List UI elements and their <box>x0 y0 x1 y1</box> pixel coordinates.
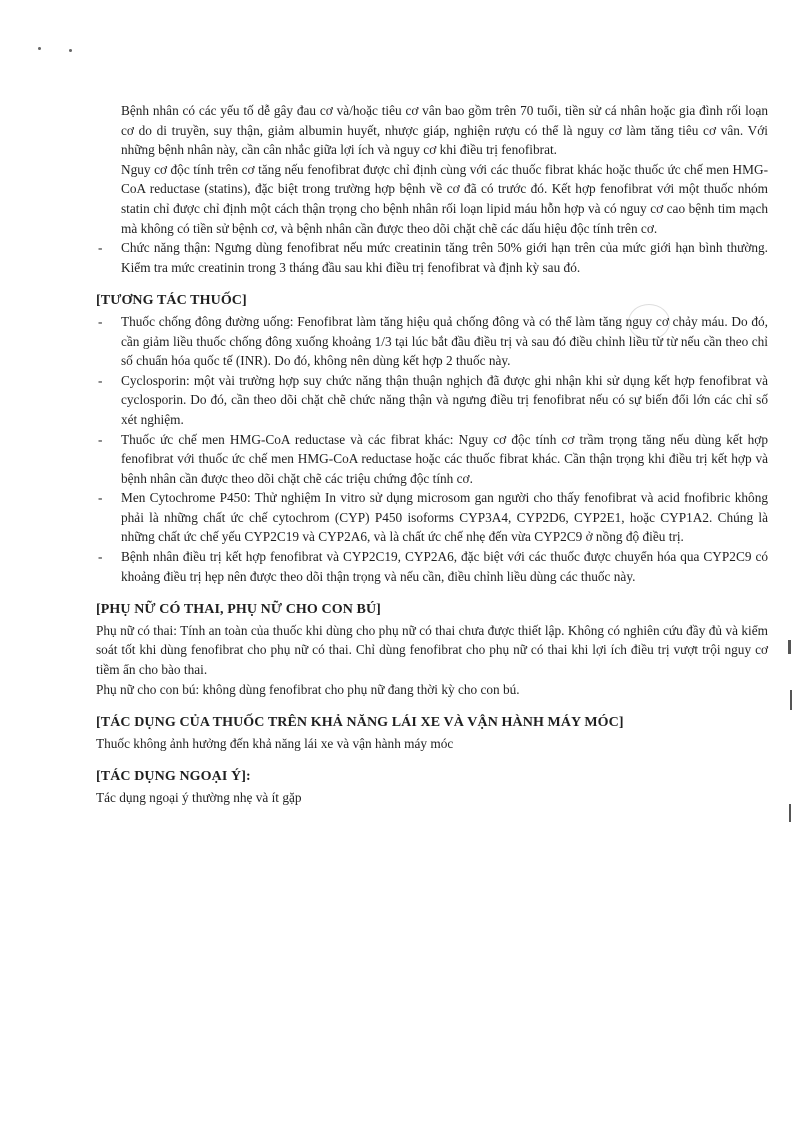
list-item <box>96 312 768 371</box>
document-body <box>96 101 768 808</box>
risk-factors-paragraph: Bệnh nhân có các yếu tố dễ gây đau cơ và/hoặc tiêu cơ vân bao gồm trên 70 tuổi, tiền sử cá nhân hoặc gia đình rối loạn cơ do di truyền, suy thận, giảm albumin huyết, nhược giáp, nghiện rượu có thể là nguy cơ làm tăng tiêu cơ vân. Với những bệnh nhân này, cần cân nhắc giữa lợi ích và nguy cơ khi điều trị fenofibrat. <box>121 103 768 158</box>
scan-speck <box>38 47 41 50</box>
list-dash: - <box>98 549 103 565</box>
muscle-toxicity-paragraph: Nguy cơ độc tính trên cơ tăng nếu fenofibrat được chỉ định cùng với các thuốc fibrat khác hoặc thuốc ức chế men HMG-CoA reductase (statins), đặc biệt trong trường hợp bệnh về cơ đã có trước đó. Kết hợp fenofibrat với một thuốc nhóm statin chỉ được chỉ định một cách thận trọng cho bệnh nhân rối loạn lipid máu hỗn hợp và có nguy cơ cao bệnh tim mạch mà không có tiền sử bệnh cơ, và bệnh nhân cần được theo dõi chặt chẽ các dấu hiệu độc tính trên cơ. <box>121 161 768 236</box>
section-heading-interactions: [TƯƠNG TÁC THUỐC] <box>96 293 247 309</box>
section-heading-driving: [TÁC DỤNG CỦA THUỐC TRÊN KHẢ NĂNG LÁI XE VÀ VẬN HÀNH MÁY MÓC] <box>96 715 624 731</box>
interaction-text: Thuốc ức chế men HMG-CoA reductase và các fibrat khác: Nguy cơ độc tính cơ trầm trọng tăng nếu dùng kết hợp fenofibrat với thuốc ức chế men HMG-CoA reductase hoặc các thuốc fibrat khác. Cần thận trọng khi điều trị kết hợp và bệnh nhân cần được theo dõi chặt chẽ các triệu chứng độc tính cơ. <box>121 431 768 486</box>
interaction-text: Men Cytochrome P450: Thử nghiệm In vitro sử dụng microsom gan người cho thấy fenofibrat và acid fnofibric không phải là những chất ức chế cytochrom (CYP) P450 isoforms CYP3A4, CYP2D6, CYP2E1, hoặc CYP1A2. Chúng là những chất ức chế yếu CYP2C19 và CYP2A6, và là chất ức chế nhẹ đến vừa CYP2C9 ở nồng độ điều trị. <box>121 490 768 545</box>
scan-edge-mark <box>790 690 792 710</box>
interaction-text: Cyclosporin: một vài trường hợp suy chức năng thận thuận nghịch đã được ghi nhận khi sử dụng kết hợp fenofibrat và cyclosporin. Do đó, cần theo dõi chặt chẽ chức năng thận và ngưng điều trị fenofibrat nếu có sự biến đổi lớn các chỉ số xét nghiệm. <box>121 372 768 427</box>
section-heading-pregnancy: [PHỤ NỮ CÓ THAI, PHỤ NỮ CHO CON BÚ] <box>96 602 381 618</box>
interaction-text: Bệnh nhân điều trị kết hợp fenofibrat và CYP2C19, CYP2A6, đặc biệt với các thuốc được chuyển hóa qua CYP2C9 có khoảng điều trị hẹp nên được theo dõi thận trọng và nếu cần, điều chỉnh liều dùng các thuốc này. <box>121 549 768 584</box>
scan-speck <box>69 49 72 52</box>
pregnancy-text: Phụ nữ có thai: Tính an toàn của thuốc khi dùng cho phụ nữ có thai chưa được thiết lập. Không có nghiên cứu đầy đủ và kiểm soát tốt khi dùng fenofibrat cho phụ nữ có thai. Chỉ dùng fenofibrat cho phụ nữ có thai khi lợi ích điều trị vượt trội nguy cơ tiềm ẩn cho bào thai. <box>96 622 768 678</box>
list-item <box>96 430 768 489</box>
side-effects-text: Tác dụng ngoại ý thường nhẹ và ít gặp <box>96 790 302 805</box>
list-dash: - <box>98 240 103 256</box>
list-item <box>96 547 768 586</box>
section-heading-side-effects: [TÁC DỤNG NGOẠI Ý]: <box>96 769 251 785</box>
scan-edge-mark <box>788 640 791 654</box>
breastfeeding-text: Phụ nữ cho con bú: không dùng fenofibrat cho phụ nữ đang thời kỳ cho con bú. <box>96 681 520 697</box>
list-dash: - <box>98 313 103 329</box>
renal-function-text: Chức năng thận: Ngưng dùng fenofibrat nếu mức creatinin tăng trên 50% giới hạn trên của mức giới hạn bình thường. Kiểm tra mức creatinin trong 3 tháng đầu sau khi điều trị fenofibrat và định kỳ sau đó. <box>121 240 768 275</box>
list-dash: - <box>98 490 103 506</box>
list-dash: - <box>98 372 103 388</box>
list-item <box>96 238 768 277</box>
scan-edge-mark <box>789 804 791 822</box>
list-item <box>96 488 768 547</box>
driving-text: Thuốc không ảnh hưởng đến khả năng lái xe và vận hành máy móc <box>96 735 454 751</box>
list-item <box>96 371 768 430</box>
list-dash: - <box>98 431 103 447</box>
interaction-text: Thuốc chống đông đường uống: Fenofibrat làm tăng hiệu quả chống đông và có thể làm tăng nguy cơ chảy máu. Do đó, cần giảm liều thuốc chống đông xuống khoảng 1/3 tại lúc bắt đầu điều trị và sau đó điều chỉnh liều từ từ nếu cần theo chỉ số chuẩn hóa quốc tế (INR). Do đó, không nên dùng kết hợp 2 thuốc này. <box>121 313 768 369</box>
